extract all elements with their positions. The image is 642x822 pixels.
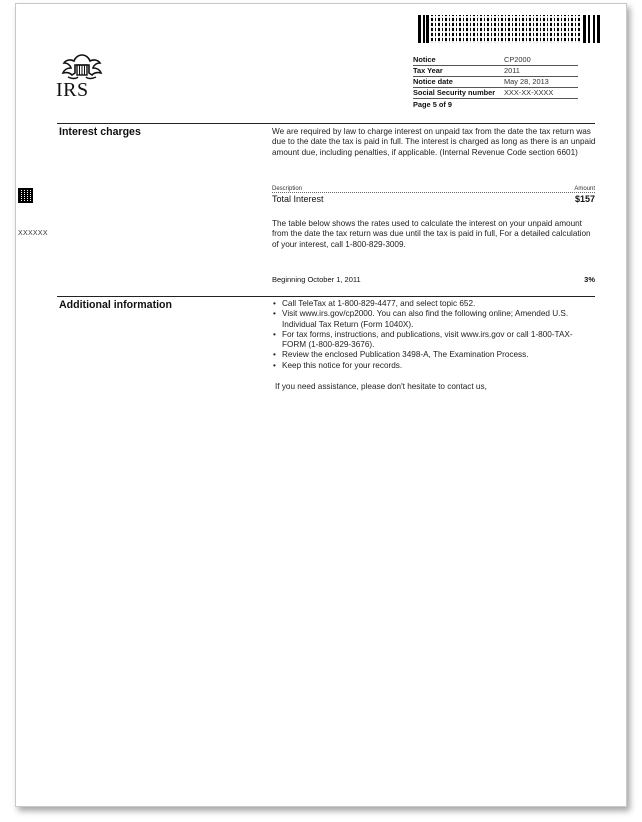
barcode [418,15,604,43]
list-item: • Review the enclosed Publication 3498-A, The Examination Process. [272,350,594,360]
additional-section-title: Additional information [59,299,172,311]
notice-row-label: Notice [413,55,436,64]
qr-code [18,188,33,203]
notice-row-value: CP2000 [504,55,531,64]
amount-label: Amount [574,186,595,192]
notice-row-label: Social Security number [413,88,496,97]
interest-paragraph: We are required by law to charge interest on unpaid tax from the date the tax return was due to the date the tax is paid in full. The interest is charged as long as there is an unpaid amount due, including penalties, if applicable. (Internal Revenue Code section 6601) [272,127,596,157]
page-number: Page 5 of 9 [413,100,453,109]
interest-section-title: Interest charges [59,126,141,138]
total-interest-label: Total Interest [272,194,324,204]
notice-row [413,55,578,66]
description-label: Description [272,186,303,192]
irs-logo-text: IRS [56,79,89,101]
notice-row [413,77,578,88]
additional-info-list [272,299,594,371]
notice-row-value: 2011 [504,66,520,75]
rate-row [272,275,595,284]
closing-text: If you need assistance, please don't hesitate to contact us, [275,382,487,391]
side-code: XXXXXX [18,230,48,237]
notice-row-label: Notice date [413,77,453,86]
description-header-row [272,186,595,193]
rate-table-paragraph: The table below shows the rates used to calculate the interest on your unpaid amount from the date the tax return was due until the tax is paid in full, For a detailed calculation of your interest, call 1-800-829-3009. [272,219,591,249]
total-interest-amount: $157 [574,194,595,204]
total-interest-row [272,194,595,204]
notice-row [413,66,578,77]
notice-row-value: XXX-XX-XXXX [504,88,554,97]
notice-row-value: May 28, 2013 [504,77,549,86]
notice-row [413,88,578,99]
section-divider [57,296,595,297]
notice-row-label: Tax Year [413,66,443,75]
rate-value: 3% [584,275,595,284]
section-divider [57,123,595,124]
list-item: • Call TeleTax at 1-800-829-4477, and select topic 652. [272,299,594,309]
list-item: • Visit www.irs.gov/cp2000. You can also find the following online; Amended U.S. Individual Tax Return (Form 1040X). [272,309,594,330]
rate-period: Beginning October 1, 2011 [272,275,361,284]
list-item: • Keep this notice for your records. [272,361,594,371]
notice-info-table [413,55,578,110]
list-item: • For tax forms, instructions, and publications, visit www.irs.gov or call 1-800-TAX-FORM (1-800-829-3676). [272,330,594,351]
